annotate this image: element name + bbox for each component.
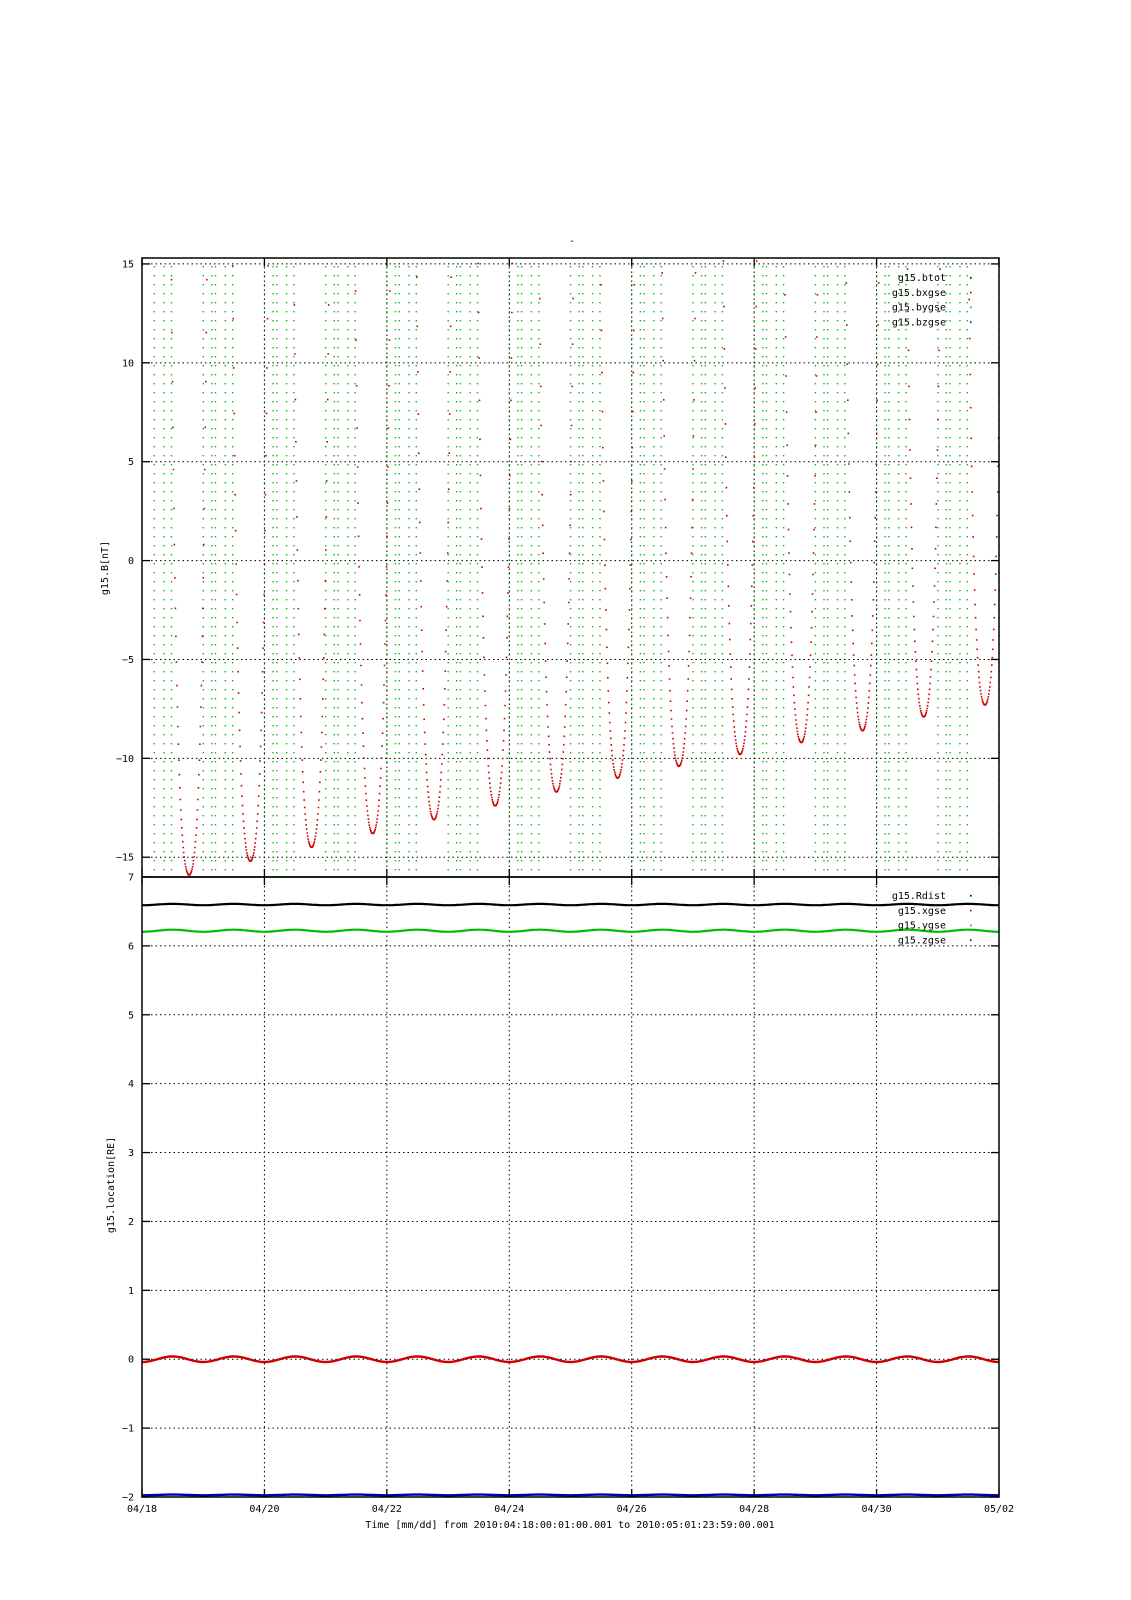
bygse-streak [653, 266, 654, 870]
y-tick-label: 1 [127, 1285, 134, 1297]
y-tick-label: 5 [127, 1010, 134, 1022]
bygse-streak [582, 266, 583, 870]
y-tick-label: 7 [127, 872, 134, 884]
bygse-streak [215, 266, 216, 870]
x-tick-label: 04/24 [494, 1504, 525, 1515]
bygse-streak [599, 266, 600, 870]
y-tick-label: −2 [121, 1492, 134, 1504]
location-panel [106, 873, 999, 1504]
y-tick-label: 2 [127, 1216, 134, 1228]
legend [892, 891, 972, 946]
bxgse-cusp [723, 260, 758, 755]
y-tick-label: 6 [127, 941, 134, 953]
legend-marker [970, 925, 972, 927]
bxgse-cusp [968, 299, 999, 706]
bygse-streak [232, 266, 233, 870]
bygse-streak [888, 266, 889, 870]
bygse-streak [640, 266, 641, 870]
legend-marker [970, 277, 972, 279]
bygse-streak [203, 266, 204, 870]
legend-entry-label: g15.bxgse [891, 287, 946, 299]
series-line [142, 930, 999, 932]
x-tick-label: 04/18 [126, 1504, 158, 1515]
bygse-streak [844, 266, 845, 870]
bygse-streak [959, 266, 960, 870]
legend-marker [970, 321, 972, 323]
bygse-streak [531, 266, 532, 870]
bygse-streak [643, 266, 644, 870]
bxgse-cusp [355, 290, 391, 834]
bygse-streak [272, 266, 273, 870]
y-tick-label: 3 [127, 1148, 134, 1160]
chart-title: - [568, 236, 576, 247]
bygse-streak [354, 266, 355, 870]
bygse-streak [293, 266, 294, 870]
x-tick-label: 04/28 [739, 1504, 770, 1515]
legend-marker [970, 307, 972, 309]
bygse-streak [399, 266, 400, 870]
bygse-streak [754, 266, 755, 870]
legend-entry-label: g15.bygse [891, 302, 946, 314]
bygse-streak [692, 266, 693, 870]
y-axis-label: g15.location[RE] [106, 1136, 117, 1234]
x-tick-label: 05/02 [983, 1504, 1015, 1515]
bxgse-cusp [846, 282, 880, 731]
bxgse-cusp [294, 304, 330, 848]
bygse-streak [225, 266, 226, 870]
bygse-streak [154, 266, 155, 870]
bygse-streak [286, 266, 287, 870]
bygse-streak [815, 266, 816, 870]
y-tick-label: 5 [127, 457, 134, 469]
bygse-streak [722, 266, 723, 870]
bygse-streak [337, 266, 338, 870]
y-ticks [122, 873, 999, 1504]
bxgse-cusp [539, 298, 574, 793]
data-layer [154, 260, 1000, 875]
bygse-streak [416, 266, 417, 870]
bygse-streak [705, 266, 706, 870]
legend-marker [970, 895, 972, 897]
x-axis [127, 1504, 1014, 1515]
bygse-streak [408, 266, 409, 870]
bygse-streak [386, 266, 387, 870]
legend-entry-label: g15.zgse [897, 935, 946, 947]
legend-marker [970, 292, 972, 294]
bygse-streak [264, 266, 265, 870]
bygse-streak [937, 266, 938, 870]
bygse-streak [661, 266, 662, 870]
bxgse-cusp [784, 294, 818, 743]
legend-entry-label: g15.Rdist [891, 891, 946, 902]
legend-marker [970, 910, 972, 912]
y-tick-label: −1 [121, 1423, 134, 1435]
bxgse-cusp [600, 284, 635, 779]
plot-frame [142, 258, 999, 877]
bygse-streak [470, 266, 471, 870]
x-tick-label: 04/30 [861, 1504, 892, 1515]
x-tick-label: 04/22 [371, 1504, 402, 1515]
legend-entry-label: g15.bzgse [891, 317, 946, 329]
x-tick-label: 04/20 [249, 1504, 280, 1515]
plot-frame [142, 877, 999, 1497]
bygse-streak [163, 266, 164, 870]
bygse-streak [631, 266, 632, 870]
bygse-streak [783, 266, 784, 870]
bygse-streak [456, 266, 457, 870]
bygse-streak [876, 266, 877, 870]
bygse-streak [762, 266, 763, 870]
x-axis-label: Time [mm/dd] from 2010:04:18:00:01:00.001 to 2010:05:01:23:59:00.001 [365, 1520, 775, 1531]
bygse-streak [946, 266, 947, 870]
bygse-streak [347, 266, 348, 870]
bygse-streak [171, 266, 172, 870]
bygse-streak [395, 266, 396, 870]
series-line [142, 1495, 999, 1496]
bygse-streak [579, 266, 580, 870]
y-tick-label: −15 [115, 852, 134, 864]
bygse-streak [885, 266, 886, 870]
y-tick-label: 10 [121, 358, 134, 370]
bygse-streak [517, 266, 518, 870]
y-tick-label: 15 [121, 259, 134, 271]
bygse-streak [521, 266, 522, 870]
bygse-streak [837, 266, 838, 870]
bygse-streak [592, 266, 593, 870]
bygse-streak [714, 266, 715, 870]
magnetic-field-panel [100, 258, 1000, 877]
bygse-streak [538, 266, 539, 870]
bygse-streak [823, 266, 824, 870]
bxgse-cusp [907, 268, 941, 717]
legend-entry-label: g15.btot [897, 273, 946, 284]
bxgse-cusp [477, 263, 513, 807]
y-tick-label: 4 [127, 1079, 134, 1091]
bygse-streak [325, 266, 326, 870]
bygse-streak [949, 266, 950, 870]
bxgse-cusp [416, 276, 452, 820]
bygse-streak [509, 266, 510, 870]
bygse-streak [827, 266, 828, 870]
y-axis-label: g15.B[nT] [100, 540, 111, 596]
legend-marker [970, 939, 972, 941]
bxgse-cusp [661, 272, 696, 767]
data-layer [142, 904, 999, 1495]
bygse-streak [967, 266, 968, 870]
bygse-streak [448, 266, 449, 870]
y-tick-label: 0 [127, 556, 134, 568]
grid [142, 877, 999, 1497]
series-line [142, 904, 999, 905]
bygse-streak [570, 266, 571, 870]
bygse-streak [460, 266, 461, 870]
y-tick-label: 0 [127, 1354, 134, 1366]
bygse-streak [898, 266, 899, 870]
bygse-streak [701, 266, 702, 870]
grid [142, 258, 999, 877]
y-ticks [116, 258, 999, 877]
bxgse-cusp [171, 279, 208, 876]
bxgse-cusp [232, 265, 269, 862]
x-tick-label: 04/26 [616, 1504, 647, 1515]
bygse-streak [905, 266, 906, 870]
y-tick-label: −10 [115, 753, 134, 765]
bygse-streak [766, 266, 767, 870]
bygse-streak [211, 266, 212, 870]
legend-entry-label: g15.ygse [897, 920, 946, 932]
legend-entry-label: g15.xgse [897, 905, 946, 917]
bygse-streak [776, 266, 777, 870]
bygse-streak [276, 266, 277, 870]
bygse-streak [477, 266, 478, 870]
bygse-streak [334, 266, 335, 870]
y-tick-label: −5 [121, 654, 134, 666]
